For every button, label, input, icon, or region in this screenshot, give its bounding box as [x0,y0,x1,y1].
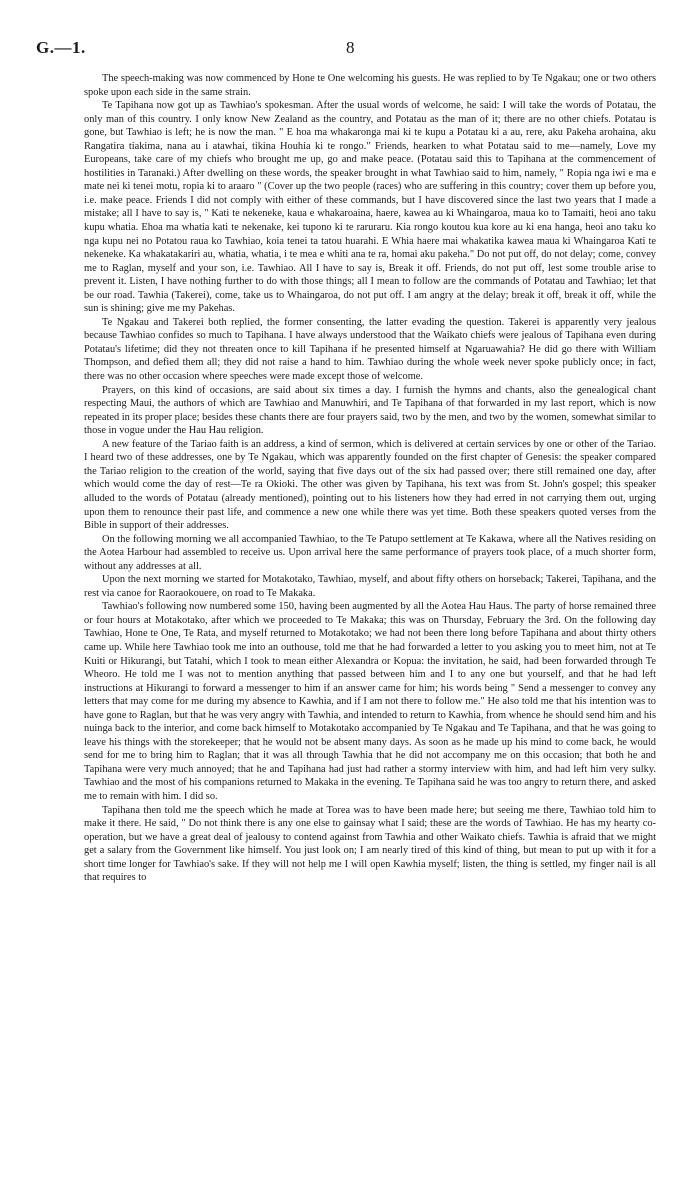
paragraph: Tapihana then told me the speech which he made at Torea was to have been made here; but seeing me there, Tawhiao told him to make it there. He said, " Do not think there is any one else to gainsay what I said; these are the words of Tawhiao. He has my hearty co-operation, but we have a great deal of jealousy to contend against from Tawhia and other Waikato chiefs. Tawhia is afraid that we might get a salary from the Government like himself. You just look on; I am nearly tired of this kind of thing, but mean to put up with it for a short time longer for Tawhiao's sake. If they will not help me I will open Kawhia myself; listen, the thing is settled, my finger nail is all that requires to [84,804,656,884]
page-number: 8 [346,38,355,57]
document-reference: G.—1. [36,38,86,57]
paragraph: Te Tapihana now got up as Tawhiao's spokesman. After the usual words of welcome, he said: I will take the words of Potatau, the only man of this country. I only know New Zealand as the country, and Potatau as the man of it; there are no other chiefs. Potatau is gone, but Tawhiao is left; he is now the man. " E hoa ma whakarongа mai ki te kupu a Potatau ki a au, rere, aku Pakeha arohaina, aku Rangatira tiakima, nana au i atawhai, tikina Houhia ki te rongo." Friends, hearken to what Potatau said to me—namely, Love my Europeans, take care of my chiefs who brought me up, go and make peace. (Potatau said this to Tapihana at the commencement of hostilities in Taranaki.) After dwelling on these words, the speaker brought in what Tawhiao said to him, namely, " Ropia nga iwi e ma e mate nei ki tenei motu, ropia ki to araaro " (Cover up the two people (races) who are suffering in this country; cover them up before you, i.e. make peace. Friends I did not comply with either of these commands, but I have discovered since the last two years that I made a mistake; all I have to say is, " Kati te nekeneke, kaua e whakaroaina, haere, kawea au ki Whaingaroa, maua ko to Tamaiti, heoi ano taku kupu whatia. Ehoa ma whatia kati te nekenake, kei tupono ki te raruraru. Kia rongo koutou kua kore au ki ena hanga, heoi ano taku ko nga kupu nei no Potatou raua ko Tawhiao, koia tenei ta tatou huarahi. E Whia haere mai whakatika kawea maua ki Whaingaroa Kati te nekeneke. Ka whakatakariri au, whatia, whatia, i te mea e whiti ana te ra, homai aku pakeha." Do not put off, do not delay; come, convey me to Raglan, myself and your son, i.e. Tawhiao. All I have to say is, Break it off. Friends, do not put off, lest some trouble arise to prevent it. Listen, I have nothing further to do with those things; all I mean to follow are the commands of Potatau and Tawhiao; let that be our road. Tawhia (Takerei), come, take us to Whaingaroa, do not put off. I am angry at the delay; break it off, break it off, while the sun is shining; give me my Pakehas. [84,100,656,315]
paragraph: The speech-making was now commenced by Hone te One welcoming his guests. He was replied to by Te Ngakau; one or two others spoke upon each side in the same strain. [84,73,656,98]
body-text [84,72,656,885]
paragraph: A new feature of the Tariao faith is an address, a kind of sermon, which is delivered at certain services by one or other of the Tariao. I heard two of these addresses, one by Te Ngakau, which was apparently founded on the first chapter of Genesis: the speaker compared the Tariao religion to the creation of the world, saying that five days out of the six had passed over; there still remained one day, after which would come the day of rest—Te ra Okioki. The other was given by Tapihana, his text was from St. John's gospel; this speaker alluded to the words of Potatau (already mentioned), pointing out to his listeners how they had erred in not carrying them out, urging upon them to renounce their past life, and commence a new one while there was yet time. Both these speakers quoted verses from the Bible in support of their addresses. [84,438,656,532]
page-header [36,38,656,72]
paragraph: Tawhiao's following now numbered some 150, having been augmented by all the Aotea Hau Haus. The party of horse remained three or four hours at Motakotako, after which we proceeded to Te Makaka; this was on Thursday, February the 3rd. On the following day Tawhiao, Hone te One, Te Rata, and myself returned to Motakotako; we had not been there long before Tapihana and about thirty others came up. While here Tawhiao took me into an outhouse, told me that he had forwarded a letter to you asking you to meet him, not at Te Kuiti or Hikurangi, but Tatahi, which I took to mean either Alexandra or Kopua: the invitation, he said, had been forwarded through Te Wheoro. He told me I was not to mention anything that passed between him and I to any one but yourself, and that he had left instructions at Hikurangi to forward a messenger to him if an answer came for him; his words being " Send a messenger to convey any letters that may come for me during my absence to Kawhia, and if I am not there to follow me." He also told me that his intention was to have gone to Raglan, but that he was very angry with Tawhia, and intended to return to Kawhia, from whence he should send him and his nuinga back to the interior, and come back himself to Motakotako accompanied by Te Ngakau and Te Tapihana, and that he was going to leave his things with the storekeeper; that he would not be absent many days. As soon as he made up his mind to come back, he would send for me to bring him to Raglan; that it was all through Tawhia that he did not accompany me on this occasion; that both he and Tapihana were very much annoyed; that he and Tapihana had just had rather a stormy interview with him, and had left him very sulky. Tawhiao and the most of his companions returned to Makaka in the evening. Te Tapihana said he was too angry to return there, and asked me to remain with him. I did so. [84,601,656,802]
paragraph: Upon the next morning we started for Motakotako, Tawhiao, myself, and about fifty others on horseback; Takerei, Tapihana, and the rest via canoe for Raoraokouere, on road to Te Makaka. [84,574,656,599]
paragraph: Prayers, on this kind of occasions, are said about six times a day. I furnish the hymns and chants, also the genealogical chant respecting Maui, the authors of which are Tawhiao and Manuwhiri, and Te Tapihana of that forwarded in my last report, which is now repeated in its proper place; besides these chants there are four prayers said, two by the men, and two by the women, somewhat similar to those in vogue under the Hau Hau religion. [84,384,656,437]
paragraph: Te Ngakau and Takerei both replied, the former consenting, the latter evading the question. Takerei is apparently very jealous because Tawhiao confides so much to Tapihana. I have always understood that the Waikato chiefs were jealous of Tapihana even during Potatau's lifetime; did they not threaten once to kill Tapihana if he presented himself at Ngaruawahia? He did go there with William Thompson, and defied them all; they did not raise a hand to him. Tawhiao during the whole week never spoke publicly once; in fact, there was no other occasion where speeches were made except those of welcome. [84,316,656,383]
paragraph: On the following morning we all accompanied Tawhiao, to the Te Patupo settlement at Te Kakawa, where all the Natives residing on the Aotea Harbour had assembled to receive us. Upon arrival here the same performance of prayers took place, of a much shorter form, without any addresses at all. [84,533,656,572]
